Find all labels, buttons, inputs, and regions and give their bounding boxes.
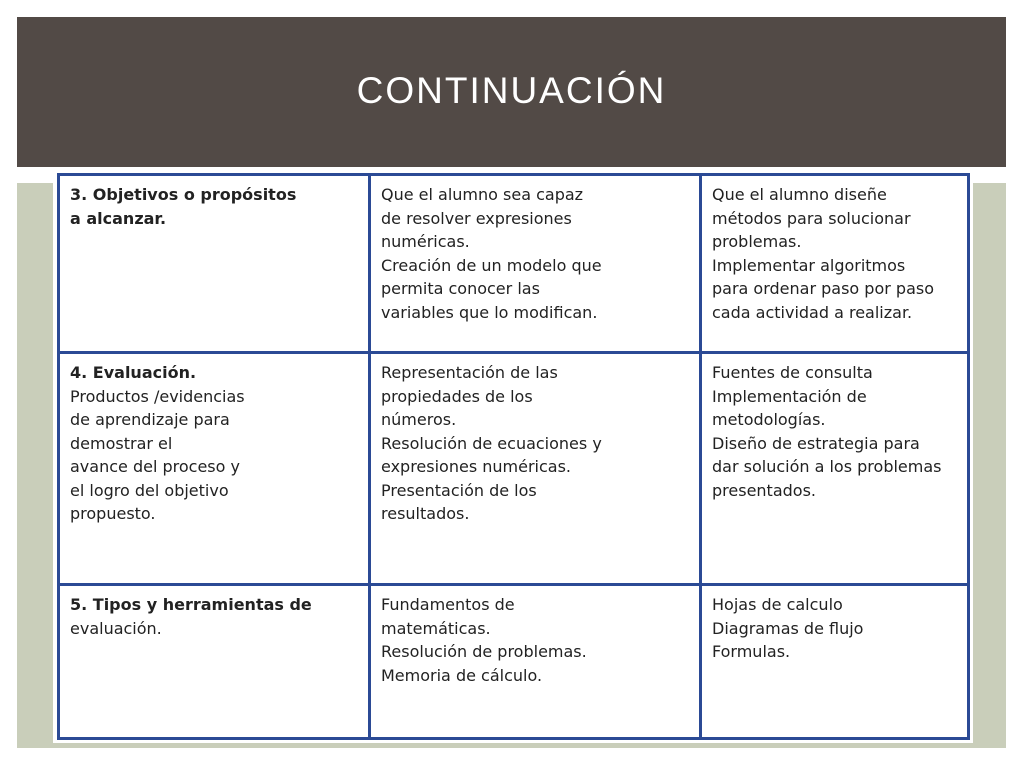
- title-bar: [17, 17, 1006, 167]
- cell-body: evaluación.: [70, 618, 162, 638]
- table-row-tipos: [59, 585, 969, 739]
- content-table: [57, 173, 970, 740]
- cell-heading: 4. Evaluación.: [70, 363, 197, 382]
- table-cell-description: Fundamentos de matemáticas. Resolución de problemas. Memoria de cálculo.: [370, 585, 701, 739]
- table-cell-description: Que el alumno sea capaz de resolver expresiones numéricas. Creación de un modelo que permita conocer las variables que lo modifican.: [370, 175, 701, 353]
- table-cell-detail: Fuentes de consulta Implementación de metodologías. Diseño de estrategia para dar solución a los problemas presentados.: [701, 353, 969, 585]
- table-cell-criterion: [59, 585, 370, 739]
- table-panel: [53, 167, 973, 743]
- table-cell-detail: Que el alumno diseñe métodos para solucionar problemas. Implementar algoritmos para ordenar paso por paso cada actividad a realizar.: [701, 175, 969, 353]
- table-row-objetivos: [59, 175, 969, 353]
- table-cell-criterion: [59, 175, 370, 353]
- table-cell-description: Representación de las propiedades de los números. Resolución de ecuaciones y expresiones numéricas. Presentación de los resultados.: [370, 353, 701, 585]
- cell-heading: 5. Tipos y herramientas de: [70, 595, 312, 614]
- cell-body: Productos /evidencias de aprendizaje para demostrar el avance del proceso y el logro del objetivo propuesto.: [70, 386, 245, 523]
- table-row-evaluacion: [59, 353, 969, 585]
- slide-title: CONTINUACIÓN: [356, 69, 667, 111]
- table-cell-criterion: [59, 353, 370, 585]
- cell-heading: 3. Objetivos o propósitos a alcanzar.: [70, 185, 297, 228]
- table-cell-detail: Hojas de calculo Diagramas de flujo Formulas.: [701, 585, 969, 739]
